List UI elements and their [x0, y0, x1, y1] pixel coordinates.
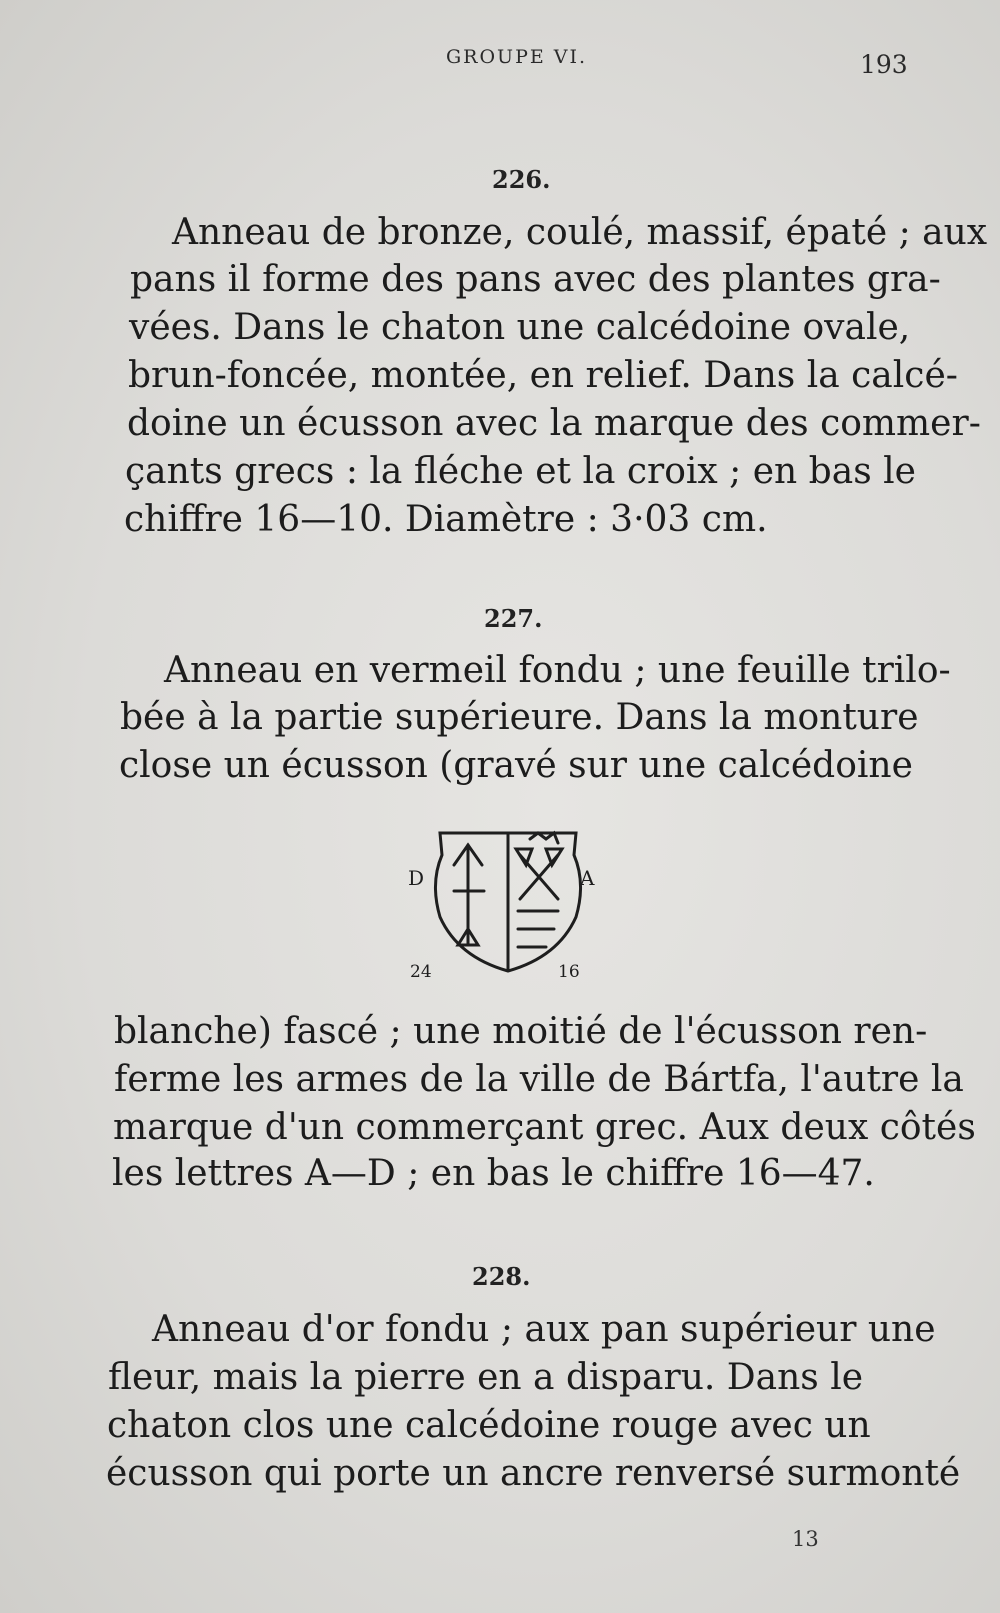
text-line: blanche) fascé ; une moitié de l'écusson ren-	[114, 1011, 928, 1052]
signature-mark: 13	[792, 1527, 819, 1551]
text-line: Anneau d'or fondu ; aux pan supérieur une	[152, 1309, 936, 1350]
text-line: écusson qui porte un ancre renversé surmonté	[106, 1453, 961, 1494]
text-line: Anneau en vermeil fondu ; une feuille trilo-	[164, 650, 951, 691]
figure-letter-right: A	[580, 866, 595, 890]
text-line: bée à la partie supérieure. Dans la monture	[120, 697, 919, 738]
text-line: fleur, mais la pierre en a disparu. Dans le	[108, 1357, 864, 1398]
text-line: ferme les armes de la ville de Bártfa, l'autre la	[114, 1059, 964, 1100]
text-line: marque d'un commerçant grec. Aux deux côtés	[113, 1107, 976, 1148]
text-line: pans il forme des pans avec des plantes gra-	[130, 259, 941, 300]
text-line: chaton clos une calcédoine rouge avec un	[107, 1405, 871, 1446]
text-line: close un écusson (gravé sur une calcédoine	[119, 745, 913, 786]
entry-number-228: 228.	[472, 1262, 531, 1291]
text-line: chiffre 16—10. Diamètre : 3·03 cm.	[124, 499, 768, 540]
coat-of-arms-illustration	[408, 825, 608, 987]
figure-number-right: 16	[558, 962, 580, 982]
text-line: doine un écusson avec la marque des commer-	[127, 403, 981, 444]
text-line: Anneau de bronze, coulé, massif, épaté ; aux	[172, 212, 988, 253]
text-line: les lettres A—D ; en bas le chiffre 16—47.	[112, 1153, 875, 1194]
figure-number-left: 24	[410, 962, 432, 982]
page-number: 193	[860, 50, 908, 79]
entry-number-227: 227.	[484, 604, 543, 633]
text-line: brun-foncée, montée, en relief. Dans la calcé-	[128, 355, 958, 396]
running-header: GROUPE VI.	[446, 46, 588, 68]
text-line: çants grecs : la fléche et la croix ; en bas le	[125, 451, 916, 492]
figure-letter-left: D	[408, 866, 425, 890]
text-line: vées. Dans le chaton une calcédoine ovale,	[129, 307, 911, 348]
axe-blade	[516, 849, 532, 865]
entry-number-226: 226.	[492, 165, 551, 194]
axe-blade	[546, 849, 562, 865]
